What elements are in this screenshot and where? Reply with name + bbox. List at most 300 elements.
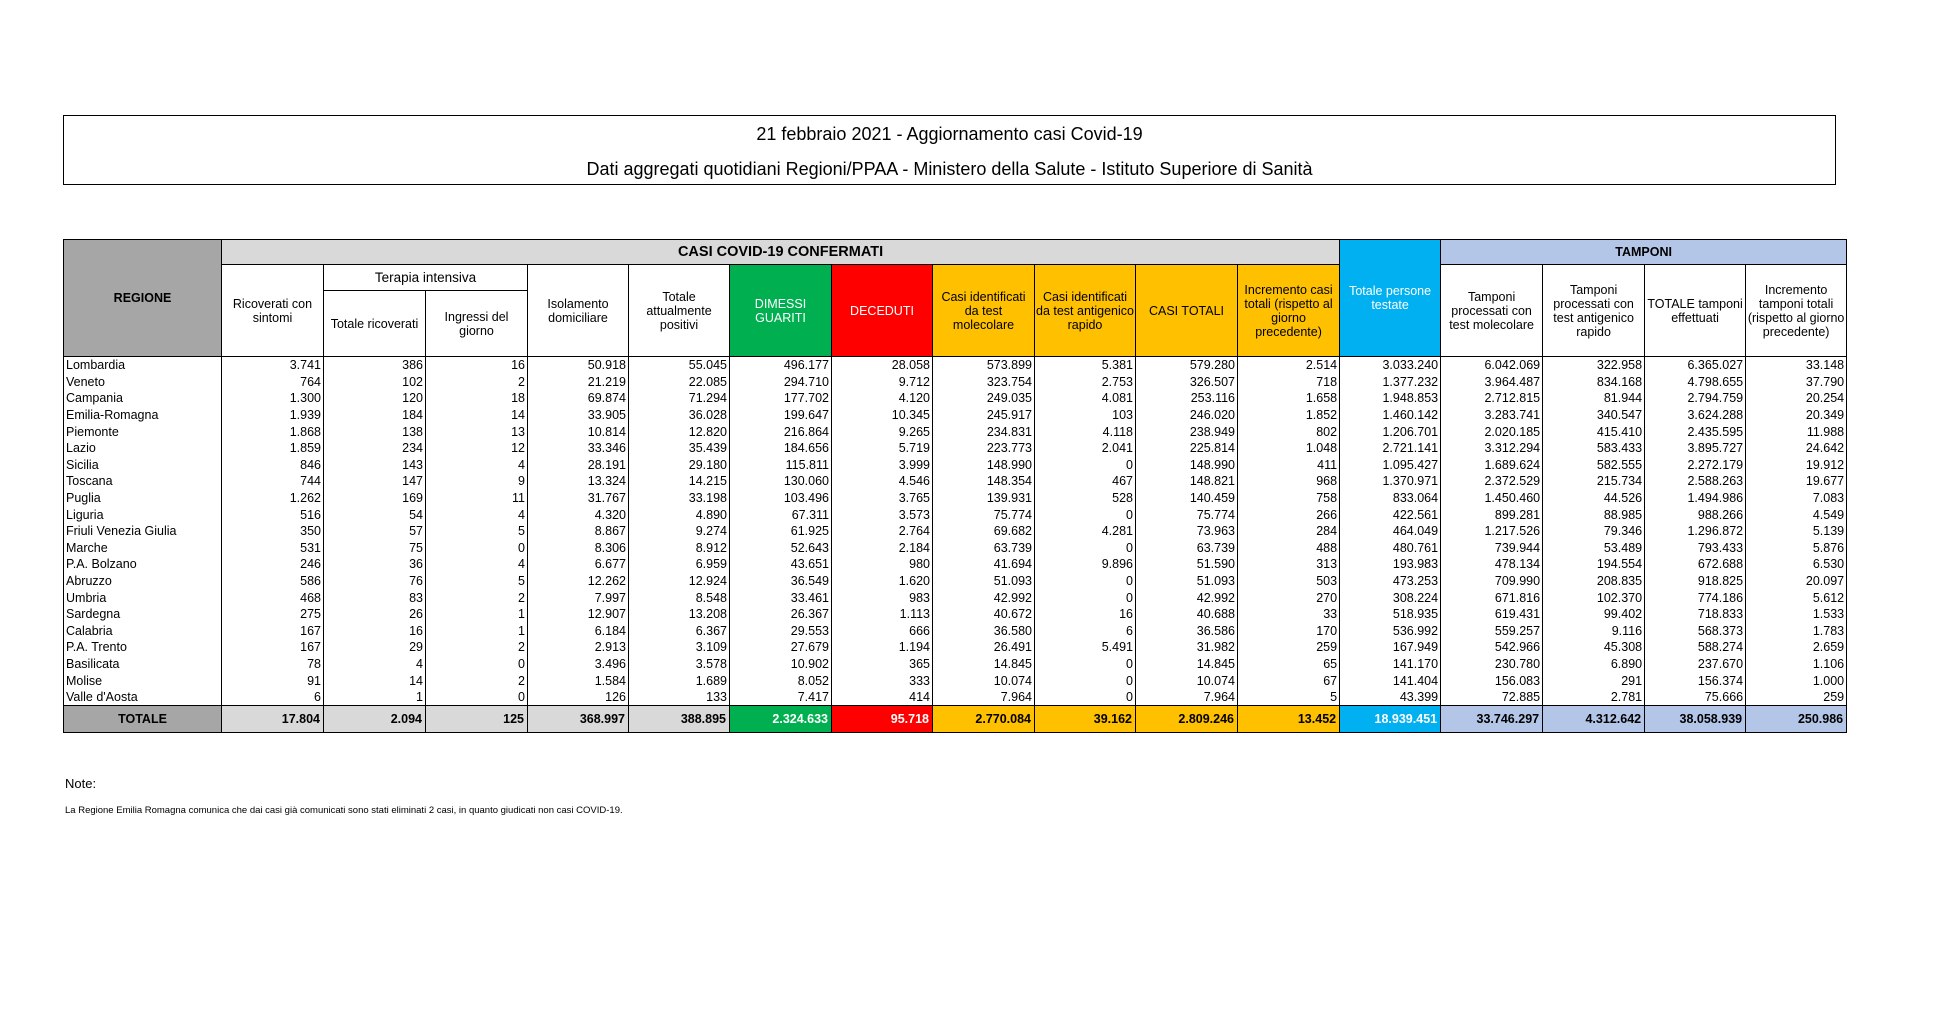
table-row [64, 556, 1847, 573]
table-cell: 9.896 [1035, 556, 1136, 573]
table-cell: 1.194 [832, 639, 933, 656]
table-cell: 9.116 [1543, 623, 1645, 640]
totals-cell: 125 [426, 706, 528, 733]
table-cell: 2 [426, 374, 528, 391]
table-cell: 36 [324, 556, 426, 573]
table-cell: 496.177 [730, 357, 832, 374]
table-cell: 148.354 [933, 473, 1035, 490]
table-cell: 5.139 [1746, 523, 1847, 540]
header-tamponi-molecolare: Tamponi processati con test molecolare [1441, 265, 1543, 357]
table-cell: 73.963 [1136, 523, 1238, 540]
table-row [64, 689, 1847, 706]
table-cell: 1.783 [1746, 623, 1847, 640]
table-cell: 156.083 [1441, 672, 1543, 689]
table-cell: 468 [222, 589, 324, 606]
table-cell: 323.754 [933, 374, 1035, 391]
table-cell: 245.917 [933, 407, 1035, 424]
header-positivi: Totale attualmente positivi [629, 265, 730, 357]
table-cell: 12.820 [629, 423, 730, 440]
table-row [64, 357, 1847, 374]
header-terapia-intensiva: Terapia intensiva [324, 265, 528, 291]
table-cell: 53.489 [1543, 540, 1645, 557]
table-cell: 20.097 [1746, 573, 1847, 590]
table-cell: 43.399 [1340, 689, 1441, 706]
table-cell: 2 [426, 589, 528, 606]
table-cell: 14.845 [933, 656, 1035, 673]
totals-cell: 4.312.642 [1543, 706, 1645, 733]
table-cell: 744 [222, 473, 324, 490]
table-cell: 103.496 [730, 490, 832, 507]
table-cell: 20.349 [1746, 407, 1847, 424]
table-cell: 0 [1035, 656, 1136, 673]
table-cell: 3.033.240 [1340, 357, 1441, 374]
table-cell: 193.983 [1340, 556, 1441, 573]
header-tamponi: TAMPONI [1441, 240, 1847, 265]
table-cell: 3.624.288 [1645, 407, 1746, 424]
table-cell: 31.982 [1136, 639, 1238, 656]
table-cell: 33.461 [730, 589, 832, 606]
table-cell: 35.439 [629, 440, 730, 457]
table-cell: 2.435.595 [1645, 423, 1746, 440]
table-cell: 234.831 [933, 423, 1035, 440]
table-cell: 199.647 [730, 407, 832, 424]
table-cell: 1.658 [1238, 390, 1340, 407]
table-cell: 3.283.741 [1441, 407, 1543, 424]
table-cell: 10.074 [933, 672, 1035, 689]
totals-cell: 95.718 [832, 706, 933, 733]
region-name: Sardegna [64, 606, 222, 623]
table-cell: 41.694 [933, 556, 1035, 573]
table-cell: 5 [1238, 689, 1340, 706]
table-cell: 9.265 [832, 423, 933, 440]
table-cell: 473.253 [1340, 573, 1441, 590]
table-cell: 65 [1238, 656, 1340, 673]
table-cell: 415.410 [1543, 423, 1645, 440]
table-cell: 834.168 [1543, 374, 1645, 391]
table-cell: 4.320 [528, 506, 629, 523]
table-cell: 27.679 [730, 639, 832, 656]
table-cell: 1.377.232 [1340, 374, 1441, 391]
table-cell: 774.186 [1645, 589, 1746, 606]
table-cell: 1.852 [1238, 407, 1340, 424]
table-cell: 793.433 [1645, 540, 1746, 557]
table-cell: 275 [222, 606, 324, 623]
table-cell: 3.496 [528, 656, 629, 673]
table-cell: 147 [324, 473, 426, 490]
table-row [64, 440, 1847, 457]
table-cell: 230.780 [1441, 656, 1543, 673]
report-title-box [63, 115, 1836, 185]
table-cell: 1.106 [1746, 656, 1847, 673]
table-cell: 4.281 [1035, 523, 1136, 540]
table-cell: 802 [1238, 423, 1340, 440]
table-cell: 16 [324, 623, 426, 640]
table-cell: 2.041 [1035, 440, 1136, 457]
table-cell: 4.546 [832, 473, 933, 490]
region-name: Puglia [64, 490, 222, 507]
table-cell: 12.924 [629, 573, 730, 590]
table-row [64, 457, 1847, 474]
table-cell: 3.578 [629, 656, 730, 673]
table-cell: 13.208 [629, 606, 730, 623]
table-cell: 1 [426, 606, 528, 623]
table-cell: 7.964 [933, 689, 1035, 706]
table-cell: 8.912 [629, 540, 730, 557]
table-cell: 115.811 [730, 457, 832, 474]
region-name: Calabria [64, 623, 222, 640]
table-cell: 43.651 [730, 556, 832, 573]
table-cell: 6 [222, 689, 324, 706]
table-cell: 1.113 [832, 606, 933, 623]
table-cell: 102 [324, 374, 426, 391]
table-cell: 18 [426, 390, 528, 407]
table-cell: 6.365.027 [1645, 357, 1746, 374]
table-cell: 246 [222, 556, 324, 573]
table-cell: 21.219 [528, 374, 629, 391]
table-cell: 333 [832, 672, 933, 689]
table-cell: 833.064 [1340, 490, 1441, 507]
table-cell: 4 [426, 457, 528, 474]
table-cell: 10.074 [1136, 672, 1238, 689]
table-cell: 69.682 [933, 523, 1035, 540]
table-cell: 7.083 [1746, 490, 1847, 507]
table-cell: 1.868 [222, 423, 324, 440]
table-cell: 1 [324, 689, 426, 706]
table-cell: 1.000 [1746, 672, 1847, 689]
table-cell: 2.781 [1543, 689, 1645, 706]
table-cell: 1.460.142 [1340, 407, 1441, 424]
table-cell: 237.670 [1645, 656, 1746, 673]
table-row [64, 523, 1847, 540]
table-cell: 7.417 [730, 689, 832, 706]
table-cell: 270 [1238, 589, 1340, 606]
totals-cell: 2.809.246 [1136, 706, 1238, 733]
table-cell: 0 [1035, 540, 1136, 557]
table-cell: 2.659 [1746, 639, 1847, 656]
table-cell: 579.280 [1136, 357, 1238, 374]
table-cell: 184.656 [730, 440, 832, 457]
table-cell: 671.816 [1441, 589, 1543, 606]
table-cell: 8.052 [730, 672, 832, 689]
table-cell: 148.821 [1136, 473, 1238, 490]
region-name: Lazio [64, 440, 222, 457]
table-cell: 4.118 [1035, 423, 1136, 440]
table-cell: 6.184 [528, 623, 629, 640]
table-cell: 141.170 [1340, 656, 1441, 673]
table-cell: 81.944 [1543, 390, 1645, 407]
header-isolamento: Isolamento domiciliare [528, 265, 629, 357]
table-row [64, 407, 1847, 424]
table-cell: 464.049 [1340, 523, 1441, 540]
table-row [64, 506, 1847, 523]
region-name: Umbria [64, 589, 222, 606]
table-cell: 50.918 [528, 357, 629, 374]
table-cell: 0 [426, 656, 528, 673]
table-cell: 1.048 [1238, 440, 1340, 457]
table-cell: 225.814 [1136, 440, 1238, 457]
table-cell: 216.864 [730, 423, 832, 440]
table-cell: 75.774 [1136, 506, 1238, 523]
table-row [64, 656, 1847, 673]
table-cell: 36.549 [730, 573, 832, 590]
table-cell: 1 [426, 623, 528, 640]
table-cell: 19.912 [1746, 457, 1847, 474]
table-cell: 10.345 [832, 407, 933, 424]
table-cell: 7.997 [528, 589, 629, 606]
region-name: Basilicata [64, 656, 222, 673]
table-cell: 709.990 [1441, 573, 1543, 590]
table-cell: 467 [1035, 473, 1136, 490]
table-cell: 583.433 [1543, 440, 1645, 457]
table-cell: 4.120 [832, 390, 933, 407]
table-cell: 4.549 [1746, 506, 1847, 523]
header-incremento-casi: Incremento casi totali (rispetto al giorno precedente) [1238, 265, 1340, 357]
table-row [64, 589, 1847, 606]
table-cell: 33.346 [528, 440, 629, 457]
table-cell: 141.404 [1340, 672, 1441, 689]
table-cell: 2.712.815 [1441, 390, 1543, 407]
table-row [64, 573, 1847, 590]
table-cell: 1.206.701 [1340, 423, 1441, 440]
table-cell: 234 [324, 440, 426, 457]
table-cell: 99.402 [1543, 606, 1645, 623]
table-cell: 2.272.179 [1645, 457, 1746, 474]
table-row [64, 390, 1847, 407]
table-cell: 75.774 [933, 506, 1035, 523]
notes-label: Note: [65, 776, 97, 791]
table-cell: 67.311 [730, 506, 832, 523]
table-cell: 1.262 [222, 490, 324, 507]
table-cell: 75.666 [1645, 689, 1746, 706]
table-cell: 9.712 [832, 374, 933, 391]
table-cell: 0 [1035, 506, 1136, 523]
region-name: Molise [64, 672, 222, 689]
table-row [64, 623, 1847, 640]
table-cell: 4 [426, 556, 528, 573]
table-cell: 8.867 [528, 523, 629, 540]
table-cell: 2.588.263 [1645, 473, 1746, 490]
table-cell: 33.905 [528, 407, 629, 424]
table-cell: 1.948.853 [1340, 390, 1441, 407]
table-cell: 1.300 [222, 390, 324, 407]
table-cell: 6 [1035, 623, 1136, 640]
table-cell: 249.035 [933, 390, 1035, 407]
table-cell: 542.966 [1441, 639, 1543, 656]
table-cell: 57 [324, 523, 426, 540]
table-cell: 103 [1035, 407, 1136, 424]
table-cell: 1.450.460 [1441, 490, 1543, 507]
table-cell: 666 [832, 623, 933, 640]
totals-cell: 2.324.633 [730, 706, 832, 733]
totals-label: TOTALE [64, 706, 222, 733]
table-cell: 536.992 [1340, 623, 1441, 640]
table-cell: 3.573 [832, 506, 933, 523]
table-cell: 40.688 [1136, 606, 1238, 623]
table-cell: 16 [426, 357, 528, 374]
table-cell: 22.085 [629, 374, 730, 391]
region-name: P.A. Bolzano [64, 556, 222, 573]
table-cell: 44.526 [1543, 490, 1645, 507]
table-cell: 1.533 [1746, 606, 1847, 623]
totals-cell: 250.986 [1746, 706, 1847, 733]
table-row [64, 423, 1847, 440]
table-cell: 0 [1035, 689, 1136, 706]
totals-cell: 17.804 [222, 706, 324, 733]
header-dimessi: DIMESSI GUARITI [730, 265, 832, 357]
table-cell: 7.964 [1136, 689, 1238, 706]
covid-data-table [63, 239, 1847, 733]
table-cell: 33.198 [629, 490, 730, 507]
table-cell: 1.296.872 [1645, 523, 1746, 540]
totals-cell: 2.770.084 [933, 706, 1035, 733]
table-cell: 55.045 [629, 357, 730, 374]
table-cell: 79.346 [1543, 523, 1645, 540]
table-cell: 326.507 [1136, 374, 1238, 391]
table-cell: 2.913 [528, 639, 629, 656]
table-cell: 120 [324, 390, 426, 407]
table-cell: 3.964.487 [1441, 374, 1543, 391]
table-cell: 14.845 [1136, 656, 1238, 673]
region-name: P.A. Trento [64, 639, 222, 656]
header-totale-ricoverati: Totale ricoverati [324, 291, 426, 357]
table-row [64, 639, 1847, 656]
table-cell: 573.899 [933, 357, 1035, 374]
header-incremento-tamponi: Incremento tamponi totali (rispetto al giorno precedente) [1746, 265, 1847, 357]
table-cell: 0 [426, 540, 528, 557]
table-cell: 5.876 [1746, 540, 1847, 557]
table-cell: 0 [1035, 573, 1136, 590]
table-cell: 5.491 [1035, 639, 1136, 656]
totals-cell: 388.895 [629, 706, 730, 733]
table-cell: 12.907 [528, 606, 629, 623]
table-cell: 2.514 [1238, 357, 1340, 374]
table-cell: 1.095.427 [1340, 457, 1441, 474]
table-cell: 846 [222, 457, 324, 474]
table-cell: 88.985 [1543, 506, 1645, 523]
table-cell: 130.060 [730, 473, 832, 490]
header-casi-confermati: CASI COVID-19 CONFERMATI [222, 240, 1340, 265]
table-cell: 4.798.655 [1645, 374, 1746, 391]
table-cell: 1.689.624 [1441, 457, 1543, 474]
table-cell: 531 [222, 540, 324, 557]
table-cell: 619.431 [1441, 606, 1543, 623]
header-casi-totali: CASI TOTALI [1136, 265, 1238, 357]
table-cell: 6.959 [629, 556, 730, 573]
table-cell: 586 [222, 573, 324, 590]
table-cell: 3.895.727 [1645, 440, 1746, 457]
table-cell: 528 [1035, 490, 1136, 507]
report-title: 21 febbraio 2021 - Aggiornamento casi Covid-19 [756, 124, 1143, 144]
totals-cell: 39.162 [1035, 706, 1136, 733]
table-cell: 6.367 [629, 623, 730, 640]
table-cell: 918.825 [1645, 573, 1746, 590]
header-ingressi: Ingressi del giorno [426, 291, 528, 357]
table-cell: 386 [324, 357, 426, 374]
table-cell: 12.262 [528, 573, 629, 590]
table-cell: 10.902 [730, 656, 832, 673]
table-cell: 259 [1238, 639, 1340, 656]
table-cell: 13.324 [528, 473, 629, 490]
region-name: Toscana [64, 473, 222, 490]
table-cell: 76 [324, 573, 426, 590]
table-cell: 764 [222, 374, 324, 391]
table-cell: 2.753 [1035, 374, 1136, 391]
table-cell: 1.494.986 [1645, 490, 1746, 507]
region-name: Friuli Venezia Giulia [64, 523, 222, 540]
table-cell: 3.741 [222, 357, 324, 374]
table-cell: 340.547 [1543, 407, 1645, 424]
region-name: Marche [64, 540, 222, 557]
table-cell: 478.134 [1441, 556, 1543, 573]
table-cell: 36.586 [1136, 623, 1238, 640]
table-cell: 899.281 [1441, 506, 1543, 523]
table-cell: 12 [426, 440, 528, 457]
table-cell: 2 [426, 639, 528, 656]
table-cell: 170 [1238, 623, 1340, 640]
table-cell: 28.058 [832, 357, 933, 374]
totals-cell: 2.094 [324, 706, 426, 733]
table-cell: 718 [1238, 374, 1340, 391]
table-cell: 313 [1238, 556, 1340, 573]
region-name: Campania [64, 390, 222, 407]
table-cell: 4 [426, 506, 528, 523]
table-cell: 350 [222, 523, 324, 540]
table-row [64, 374, 1847, 391]
table-cell: 6.890 [1543, 656, 1645, 673]
table-cell: 63.739 [1136, 540, 1238, 557]
table-cell: 1.689 [629, 672, 730, 689]
region-name: Veneto [64, 374, 222, 391]
table-cell: 148.990 [933, 457, 1035, 474]
table-cell: 2.794.759 [1645, 390, 1746, 407]
table-cell: 2.020.185 [1441, 423, 1543, 440]
table-cell: 8.306 [528, 540, 629, 557]
table-cell: 223.773 [933, 440, 1035, 457]
header-deceduti: DECEDUTI [832, 265, 933, 357]
table-cell: 61.925 [730, 523, 832, 540]
table-cell: 40.672 [933, 606, 1035, 623]
table-cell: 518.935 [1340, 606, 1441, 623]
table-cell: 3.109 [629, 639, 730, 656]
table-cell: 14 [324, 672, 426, 689]
table-cell: 4.081 [1035, 390, 1136, 407]
table-cell: 29 [324, 639, 426, 656]
table-cell: 194.554 [1543, 556, 1645, 573]
table-cell: 11.988 [1746, 423, 1847, 440]
table-cell: 71.294 [629, 390, 730, 407]
table-cell: 215.734 [1543, 473, 1645, 490]
table-cell: 184 [324, 407, 426, 424]
table-cell: 3.999 [832, 457, 933, 474]
table-cell: 63.739 [933, 540, 1035, 557]
table-cell: 3.765 [832, 490, 933, 507]
table-cell: 365 [832, 656, 933, 673]
header-test-antigenico: Casi identificati da test antigenico rapido [1035, 265, 1136, 357]
table-cell: 968 [1238, 473, 1340, 490]
table-cell: 167.949 [1340, 639, 1441, 656]
table-cell: 294.710 [730, 374, 832, 391]
table-cell: 284 [1238, 523, 1340, 540]
totals-cell: 368.997 [528, 706, 629, 733]
table-cell: 8.548 [629, 589, 730, 606]
table-cell: 36.028 [629, 407, 730, 424]
table-cell: 488 [1238, 540, 1340, 557]
table-cell: 11 [426, 490, 528, 507]
table-cell: 988.266 [1645, 506, 1746, 523]
table-cell: 37.790 [1746, 374, 1847, 391]
header-ricoverati: Ricoverati con sintomi [222, 265, 324, 357]
table-cell: 20.254 [1746, 390, 1847, 407]
